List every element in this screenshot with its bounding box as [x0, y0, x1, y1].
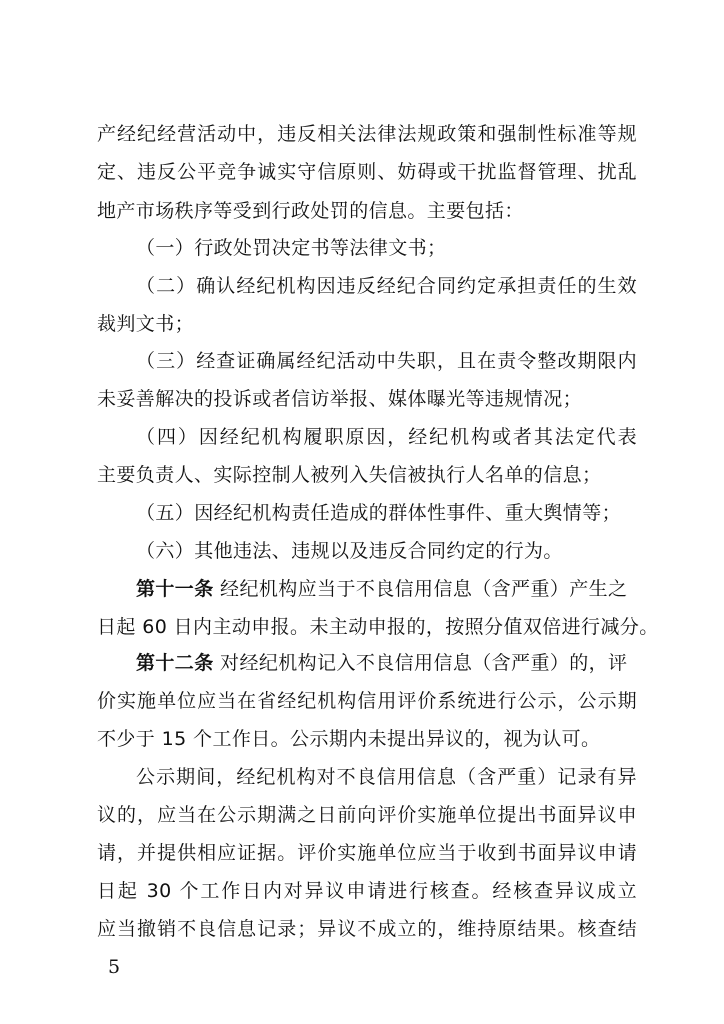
item-3-line-1: （三）经查证确属经纪活动中失职，且在责令整改期限内	[136, 350, 637, 372]
item-5: （五）因经纪机构责任造成的群体性事件、重大舆情等；	[136, 502, 622, 524]
item-2-line-2: 裁判文书；	[97, 313, 195, 335]
publicity-line-3: 请，并提供相应证据。评价实施单位应当于收到书面异议申请	[97, 842, 637, 864]
intro-line-3: 地产市场秩序等受到行政处罚的信息。主要包括：	[97, 200, 524, 222]
article-12-line-3: 不少于 15 个工作日。公示期内未提出异议的，视为认可。	[97, 728, 601, 750]
publicity-line-5: 应当撤销不良信息记录；异议不成立的，维持原结果。核查结	[97, 918, 637, 940]
article-11-line-2: 日起 60 日内主动申报。未主动申报的，按照分值双倍进行减分。	[97, 616, 659, 638]
article-12-heading: 第十二条	[136, 652, 214, 674]
article-12-line-1-text: 对经纪机构记入不良信用信息（含严重）的，评	[213, 652, 628, 674]
publicity-line-2: 议的，应当在公示期满之日前向评价实施单位提出书面异议申	[97, 804, 637, 826]
item-6: （六）其他违法、违规以及违反合同约定的行为。	[136, 540, 563, 562]
item-4-line-2: 主要负责人、实际控制人被列入失信被执行人名单的信息；	[97, 464, 602, 486]
item-1: （一）行政处罚决定书等法律文书；	[136, 237, 447, 259]
item-2-line-1: （二）确认经纪机构因违反经纪合同约定承担责任的生效	[136, 275, 637, 297]
publicity-line-4: 日起 30 个工作日内对异议申请进行核查。经核查异议成立	[97, 880, 637, 902]
article-11-line-1	[136, 577, 637, 601]
item-4-line-1: （四）因经纪机构履职原因，经纪机构或者其法定代表	[136, 426, 637, 448]
intro-line-2: 定、违反公平竞争诚实守信原则、妨碍或干扰监督管理、扰乱	[97, 161, 637, 183]
item-3-line-2: 未妥善解决的投诉或者信访举报、媒体曝光等违规情况；	[97, 388, 583, 410]
page-number: 5	[108, 956, 121, 978]
publicity-line-1: 公示期间，经纪机构对不良信用信息（含严重）记录有异	[136, 766, 637, 788]
intro-line-1: 产经纪经营活动中，违反相关法律法规政策和强制性标准等规	[97, 123, 637, 145]
article-11-line-1-text: 经纪机构应当于不良信用信息（含严重）产生之	[213, 578, 628, 600]
article-11-heading: 第十一条	[136, 578, 214, 600]
article-12-line-2: 价实施单位应当在省经纪机构信用评价系统进行公示，公示期	[97, 690, 637, 712]
article-12-line-1	[136, 651, 637, 675]
